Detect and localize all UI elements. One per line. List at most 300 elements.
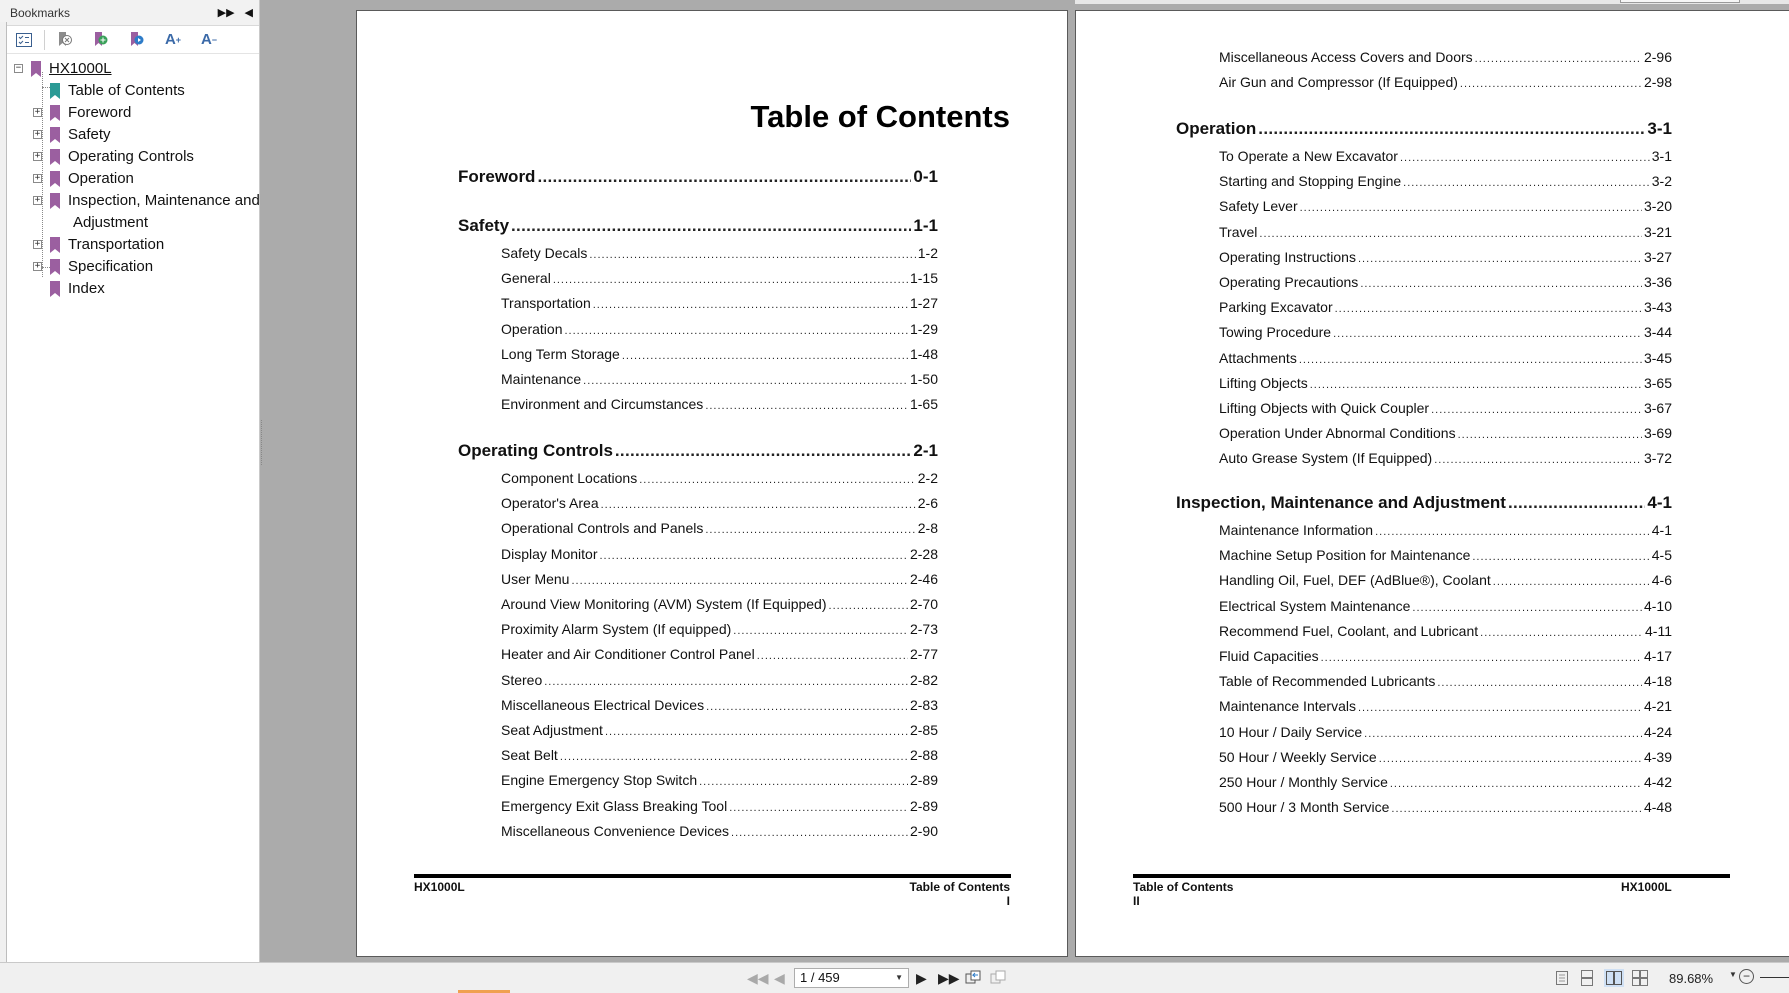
toc-label: 500 Hour / 3 Month Service — [1219, 799, 1390, 816]
toc-leader — [733, 625, 908, 637]
toc-entry[interactable] — [1219, 724, 1672, 740]
toc-page-number: 3-21 — [1643, 223, 1672, 240]
footer-model: HX1000L — [414, 880, 465, 894]
toc-label: General — [501, 270, 551, 287]
toc-page-number: 4-10 — [1643, 597, 1672, 614]
toc-entry[interactable] — [1219, 173, 1672, 189]
toc-leader — [705, 524, 915, 536]
toc-leader — [1458, 429, 1642, 441]
toc-leader — [706, 701, 908, 713]
toc-page-number: 3-67 — [1643, 400, 1672, 416]
toc-label: Foreword — [458, 167, 536, 186]
toc-entry[interactable] — [501, 722, 938, 738]
toc-page-number: 2-77 — [909, 646, 938, 663]
toc-page-number: 3-65 — [1643, 374, 1672, 391]
document-page-1 — [356, 10, 1068, 957]
document-page-2 — [1075, 10, 1789, 957]
toc-leader — [599, 550, 907, 562]
toc-label: Emergency Exit Glass Breaking Tool — [501, 797, 728, 814]
last-page-button[interactable]: ▶▶ — [938, 970, 960, 986]
toc-leader — [1412, 602, 1642, 614]
toc-leader — [544, 676, 908, 688]
toc-page-number: 2-89 — [909, 797, 938, 814]
toc-entry[interactable] — [501, 346, 938, 362]
toc-label: Maintenance — [501, 371, 582, 387]
next-view-icon[interactable] — [990, 969, 1007, 989]
toc-label: Operating Controls — [458, 441, 613, 460]
bookmark-flag-icon — [50, 127, 60, 143]
bookmark-flag-icon — [50, 237, 60, 253]
toc-leader — [1480, 627, 1643, 639]
toc-entry[interactable] — [1219, 774, 1672, 790]
toc-page-number: 1-1 — [913, 216, 938, 235]
toc-entry[interactable] — [1219, 799, 1672, 815]
toc-label: Display Monitor — [501, 545, 598, 562]
toc-label: Operating Instructions — [1219, 248, 1356, 265]
bookmark-item-table-of-contents[interactable] — [0, 80, 260, 102]
bookmark-label[interactable]: Operation — [68, 170, 134, 187]
bookmark-label[interactable]: Inspection, Maintenance and — [68, 192, 260, 209]
toc-page-number: 2-89 — [909, 772, 938, 789]
toc-page-number: 2-46 — [909, 570, 938, 587]
toc-label: Fluid Capacities — [1219, 648, 1319, 664]
toc-leader — [757, 650, 908, 662]
bookmark-root-label[interactable]: HX1000L — [49, 60, 112, 77]
page-title: Table of Contents — [750, 99, 1010, 134]
toc-leader — [1333, 328, 1642, 340]
toc-label: Around View Monitoring (AVM) System (If Equipped) — [501, 596, 827, 612]
toc-leader — [1379, 753, 1642, 765]
toc-label: Machine Setup Position for Maintenance — [1219, 547, 1471, 564]
toc-label: Operation — [1176, 119, 1257, 138]
toc-page-number: 3-44 — [1643, 324, 1672, 341]
toc-label: Towing Procedure — [1219, 324, 1332, 341]
toc-leader — [511, 216, 911, 236]
toc-leader — [731, 827, 908, 839]
delete-bookmark-icon[interactable] — [55, 30, 75, 50]
bookmark-tree — [0, 54, 260, 297]
footer-section: Table of Contents — [1133, 880, 1234, 894]
toc-entry[interactable] — [1219, 299, 1672, 315]
toc-page-number: 3-1 — [1647, 119, 1672, 138]
toc-label: Table of Recommended Lubricants — [1219, 673, 1436, 690]
toc-leader — [1321, 652, 1642, 664]
toc-leader — [553, 274, 908, 286]
toc-page-number: 4-39 — [1643, 748, 1672, 765]
toc-label: Component Locations — [501, 470, 638, 486]
toc-label: Recommend Fuel, Coolant, and Lubricant — [1219, 622, 1479, 639]
toc-leader — [583, 375, 908, 387]
toc-leader — [1258, 119, 1645, 139]
toc-leader — [1375, 526, 1650, 538]
bookmark-label[interactable]: Index — [68, 280, 105, 297]
bookmark-label[interactable]: Table of Contents — [68, 82, 185, 99]
toc-page-number: 2-70 — [909, 596, 938, 612]
bookmark-flag-icon — [50, 193, 60, 209]
toc-label: Stereo — [501, 671, 543, 688]
toc-leader — [705, 400, 908, 412]
toc-page-number: 2-6 — [917, 495, 938, 512]
bookmarks-panel — [0, 0, 260, 962]
zoom-slider[interactable] — [1760, 977, 1789, 978]
toc-leader — [1299, 354, 1642, 366]
toc-leader — [1460, 78, 1642, 90]
toc-leader — [571, 575, 908, 587]
toc-entry[interactable] — [501, 747, 938, 763]
toc-page-number: 2-2 — [917, 470, 938, 486]
toc-leader — [1472, 551, 1649, 563]
toc-label: Miscellaneous Access Covers and Doors — [1219, 49, 1473, 65]
toc-entry[interactable] — [501, 396, 938, 412]
footer-page-number: I — [1006, 894, 1010, 908]
toc-page-number: 2-1 — [913, 441, 938, 460]
toc-label: Transportation — [501, 295, 591, 312]
page-indicator: 1 / 459 — [800, 970, 840, 985]
zoom-out-button[interactable]: − — [1739, 969, 1754, 984]
toc-label: Heater and Air Conditioner Control Panel — [501, 646, 755, 663]
toc-entry[interactable] — [501, 546, 938, 562]
bookmark-item-transportation[interactable] — [0, 234, 260, 256]
toc-page-number: 3-20 — [1643, 198, 1672, 215]
view-continuous-icon[interactable] — [1577, 969, 1597, 987]
toc-entry[interactable] — [1219, 49, 1672, 65]
toc-entry[interactable] — [501, 772, 938, 788]
expand-all-icon[interactable] — [14, 30, 34, 50]
toc-entry[interactable] — [501, 823, 938, 839]
toc-leader — [1403, 177, 1650, 189]
toc-entry[interactable] — [501, 321, 938, 337]
expand-toggle-icon[interactable]: + — [34, 261, 41, 271]
toc-page-number: 1-27 — [909, 295, 938, 312]
view-single-page-icon[interactable] — [1552, 969, 1572, 987]
expand-toggle-icon[interactable]: + — [34, 239, 41, 249]
toc-leader — [537, 167, 911, 187]
toc-entry[interactable] — [1219, 249, 1672, 265]
toc-leader — [729, 802, 908, 814]
bookmark-label[interactable]: Operating Controls — [68, 148, 194, 165]
bookmark-flag-icon — [50, 83, 60, 99]
toc-page-number: 3-72 — [1643, 450, 1672, 467]
toc-leader — [1434, 454, 1642, 466]
toc-leader — [560, 751, 908, 763]
toc-page-number: 2-8 — [917, 520, 938, 537]
expand-toggle-icon[interactable]: + — [34, 173, 41, 183]
bookmark-flag-icon — [31, 61, 41, 77]
toc-section-operation[interactable] — [1176, 119, 1672, 139]
page-number-input[interactable] — [794, 968, 909, 988]
chevron-down-icon[interactable]: ▼ — [895, 973, 903, 982]
toc-leader — [1493, 576, 1650, 588]
toc-entry[interactable] — [501, 646, 938, 662]
toc-label: Engine Emergency Stop Switch — [501, 772, 698, 789]
toc-page-number: 4-21 — [1643, 698, 1672, 715]
toc-page-number: 3-43 — [1643, 299, 1672, 316]
toc-page-number: 3-69 — [1643, 425, 1672, 442]
toc-entry[interactable] — [1219, 324, 1672, 340]
toc-entry[interactable] — [1219, 698, 1672, 714]
footer-section: Table of Contents — [909, 880, 1010, 894]
zoom-dropdown-icon[interactable]: ▼ — [1729, 970, 1737, 979]
previous-page-button[interactable]: ◀ — [774, 970, 785, 986]
toc-label: Attachments — [1219, 349, 1297, 366]
toc-label: Starting and Stopping Engine — [1219, 173, 1402, 190]
toc-page-number: 1-2 — [917, 245, 938, 261]
toc-leader — [699, 776, 908, 788]
toc-page-number: 4-6 — [1651, 572, 1672, 589]
toc-entry[interactable] — [1219, 547, 1672, 563]
toc-label: 250 Hour / Monthly Service — [1219, 774, 1388, 790]
page-edge-tab — [1620, 0, 1740, 3]
toc-entry[interactable] — [501, 697, 938, 713]
toc-label: Safety — [458, 216, 510, 235]
toc-page-number: 1-15 — [909, 270, 938, 287]
toc-label: Seat Adjustment — [501, 722, 603, 738]
toc-label: Operational Controls and Panels — [501, 520, 704, 537]
toc-label: Maintenance Intervals — [1219, 698, 1356, 715]
toc-leader — [589, 249, 915, 261]
toc-section-inspection-maintenance-adjustment[interactable] — [1176, 493, 1672, 513]
toc-entry[interactable] — [501, 245, 938, 261]
toc-label: 50 Hour / Weekly Service — [1219, 748, 1377, 765]
toc-page-number: 2-88 — [909, 747, 938, 764]
bookmark-item-operation[interactable] — [0, 168, 260, 190]
toc-page-number: 2-83 — [909, 696, 938, 713]
toc-leader — [593, 299, 908, 311]
bookmark-root[interactable] — [0, 58, 260, 80]
bookmark-item-index[interactable] — [0, 278, 260, 300]
toc-page-number: 1-48 — [909, 345, 938, 362]
toc-entry[interactable] — [501, 295, 938, 311]
toc-leader — [601, 499, 916, 511]
toc-label: Operating Precautions — [1219, 274, 1359, 290]
toc-page-number: 4-17 — [1643, 648, 1672, 664]
toc-entry[interactable] — [1219, 400, 1672, 416]
toc-entry[interactable] — [501, 495, 938, 511]
toc-label: Safety Decals — [501, 245, 588, 261]
toc-label: To Operate a New Excavator — [1219, 148, 1398, 164]
toc-leader — [1391, 803, 1642, 815]
toc-leader — [622, 350, 908, 362]
toc-leader — [1300, 202, 1642, 214]
toc-leader — [1437, 677, 1642, 689]
find-bookmark-icon[interactable] — [127, 30, 147, 50]
toc-page-number: 2-98 — [1643, 74, 1672, 91]
toc-leader — [1364, 728, 1642, 740]
expand-toggle-icon[interactable]: + — [34, 195, 41, 205]
toc-label: Lifting Objects with Quick Coupler — [1219, 400, 1430, 416]
toc-label: User Menu — [501, 570, 570, 587]
toolbar-separator — [44, 30, 45, 50]
expand-toggle-icon[interactable]: + — [34, 129, 41, 139]
toc-leader — [1400, 152, 1650, 164]
toc-page-number: 4-24 — [1643, 723, 1672, 740]
toc-entry[interactable] — [1219, 572, 1672, 588]
toc-label: Handling Oil, Fuel, DEF (AdBlue®), Coolant — [1219, 572, 1491, 589]
toc-page-number: 2-73 — [909, 621, 938, 638]
toc-page-number: 2-28 — [909, 545, 938, 562]
toc-page-number: 0-1 — [913, 167, 938, 186]
previous-view-icon[interactable] — [965, 969, 982, 989]
collapse-toggle-icon[interactable]: − — [15, 63, 22, 73]
toc-page-number: 3-27 — [1643, 248, 1672, 265]
zoom-level[interactable]: 89.68% — [1669, 971, 1714, 986]
toc-page-number: 4-18 — [1643, 673, 1672, 690]
toc-leader — [1358, 253, 1642, 265]
toc-label: Operator's Area — [501, 495, 599, 512]
toc-entry[interactable] — [1219, 648, 1672, 664]
toc-leader — [615, 441, 912, 461]
toc-page-number: 3-45 — [1643, 349, 1672, 366]
toc-page-number: 2-90 — [909, 822, 938, 839]
toc-leader — [829, 600, 908, 612]
expand-panel-icon[interactable]: ▶▶ — [217, 7, 235, 19]
toc-entry[interactable] — [501, 621, 938, 637]
toc-entry[interactable] — [1219, 350, 1672, 366]
toc-label: Miscellaneous Convenience Devices — [501, 822, 730, 839]
bookmark-item-inspection-maintenance-adjustment[interactable] — [0, 190, 260, 234]
toc-label: Parking Excavator — [1219, 299, 1333, 316]
toc-entry[interactable] — [1219, 148, 1672, 164]
toc-page-number: 2-82 — [909, 671, 938, 688]
toc-label: Travel — [1219, 223, 1258, 240]
increase-font-icon[interactable]: A + — [164, 31, 182, 48]
status-bar — [0, 962, 1789, 993]
toc-section-operating-controls[interactable] — [458, 441, 938, 461]
toc-entry[interactable] — [501, 571, 938, 587]
toc-entry[interactable] — [1219, 749, 1672, 765]
expand-toggle-icon[interactable]: + — [34, 107, 41, 117]
view-facing-icon[interactable] — [1604, 969, 1624, 987]
expand-toggle-icon[interactable]: + — [34, 151, 41, 161]
toc-entry[interactable] — [501, 470, 938, 486]
toc-label: Operation — [501, 320, 563, 337]
toc-entry[interactable] — [1219, 198, 1672, 214]
toc-page-number: 4-11 — [1645, 622, 1672, 639]
panel-resize-handle[interactable] — [261, 420, 264, 465]
bookmark-item-specification[interactable] — [0, 256, 260, 278]
toc-entry[interactable] — [501, 596, 938, 612]
toc-leader — [1259, 228, 1642, 240]
bookmark-item-safety[interactable] — [0, 124, 260, 146]
toc-label: Miscellaneous Electrical Devices — [501, 696, 705, 713]
toc-entry[interactable] — [1219, 623, 1672, 639]
bookmark-item-foreword[interactable] — [0, 102, 260, 124]
toc-leader — [1475, 53, 1642, 65]
bookmark-flag-icon — [50, 149, 60, 165]
toc-page-number: 4-42 — [1643, 774, 1672, 790]
toc-entry[interactable] — [1219, 450, 1672, 466]
toc-entry[interactable] — [1219, 598, 1672, 614]
toc-page-number: 2-85 — [909, 722, 938, 738]
toc-entry[interactable] — [1219, 224, 1672, 240]
toc-page-number: 3-36 — [1643, 274, 1672, 290]
toc-label: Safety Lever — [1219, 198, 1298, 215]
toc-page-number: 4-1 — [1647, 493, 1672, 512]
bookmark-label-continued[interactable]: Adjustment — [73, 214, 149, 231]
toc-leader — [1335, 303, 1642, 315]
next-page-button[interactable]: ▶ — [916, 970, 927, 986]
toc-section-foreword[interactable] — [458, 167, 938, 187]
view-continuous-facing-icon[interactable] — [1630, 969, 1650, 987]
first-page-button[interactable]: ◀◀ — [747, 970, 769, 986]
footer-model: HX1000L — [1621, 880, 1672, 894]
toc-leader — [564, 325, 907, 337]
toc-entry[interactable] — [1219, 375, 1672, 391]
toc-page-number: 3-1 — [1651, 148, 1672, 164]
toc-leader — [605, 726, 908, 738]
toc-label: Environment and Circumstances — [501, 396, 704, 413]
toc-leader — [1431, 404, 1642, 416]
toc-page-number: 4-48 — [1643, 799, 1672, 816]
toc-label: Proximity Alarm System (If equipped) — [501, 621, 732, 638]
footer-rule — [1133, 874, 1730, 878]
toc-label: Lifting Objects — [1219, 374, 1308, 391]
add-bookmark-icon[interactable] — [91, 30, 111, 50]
bookmark-label[interactable]: Specification — [68, 258, 154, 275]
footer-page-number: II — [1133, 894, 1140, 908]
toc-label: Long Term Storage — [501, 345, 620, 362]
toc-page-number: 3-2 — [1651, 173, 1672, 190]
page-top-edge — [1075, 0, 1789, 4]
bookmark-flag-icon — [50, 281, 60, 297]
bookmark-label[interactable]: Foreword — [68, 104, 132, 121]
toc-entry[interactable] — [501, 798, 938, 814]
bookmark-label[interactable]: Transportation — [68, 236, 165, 253]
toc-entry[interactable] — [1219, 74, 1672, 90]
toc-leader — [639, 474, 916, 486]
toc-page-number: 1-65 — [909, 396, 938, 413]
bookmark-flag-icon — [50, 259, 60, 275]
toc-entry[interactable] — [501, 270, 938, 286]
toc-leader — [1310, 379, 1642, 391]
toc-entry[interactable] — [501, 672, 938, 688]
toc-page-number: 2-96 — [1643, 49, 1672, 65]
bookmarks-toolbar — [0, 26, 259, 54]
toc-label: Maintenance Information — [1219, 522, 1374, 538]
toc-label: Seat Belt — [501, 747, 558, 764]
toc-entry[interactable] — [1219, 522, 1672, 538]
toc-entry[interactable] — [1219, 274, 1672, 290]
toc-page-number: 1-29 — [909, 320, 938, 337]
bookmark-flag-icon — [50, 171, 60, 187]
toc-section-safety[interactable] — [458, 216, 938, 236]
toc-label: Auto Grease System (If Equipped) — [1219, 450, 1433, 467]
toc-leader — [1508, 493, 1645, 513]
bookmark-label[interactable]: Safety — [68, 126, 111, 143]
toc-label: 10 Hour / Daily Service — [1219, 723, 1363, 740]
toc-page-number: 4-5 — [1651, 547, 1672, 564]
toc-leader — [1358, 702, 1642, 714]
collapse-panel-icon[interactable]: ◀ — [244, 7, 253, 19]
toc-label: Inspection, Maintenance and Adjustment — [1176, 493, 1506, 512]
toc-leader — [1390, 778, 1642, 790]
toc-entry[interactable] — [501, 371, 938, 387]
navigation-pane-strip — [0, 22, 7, 962]
decrease-font-icon[interactable]: A − — [200, 31, 218, 48]
bookmarks-panel-header — [0, 0, 259, 26]
toc-entry[interactable] — [1219, 673, 1672, 689]
footer-rule — [414, 874, 1011, 878]
toc-label: Operation Under Abnormal Conditions — [1219, 425, 1456, 442]
toc-entry[interactable] — [1219, 425, 1672, 441]
toc-entry[interactable] — [501, 520, 938, 536]
bookmark-item-operating-controls[interactable] — [0, 146, 260, 168]
toc-leader — [1360, 278, 1642, 290]
toc-page-number: 4-1 — [1651, 522, 1672, 538]
toc-label: Air Gun and Compressor (If Equipped) — [1219, 74, 1458, 91]
toc-label: Electrical System Maintenance — [1219, 597, 1411, 614]
bookmark-flag-icon — [50, 105, 60, 121]
